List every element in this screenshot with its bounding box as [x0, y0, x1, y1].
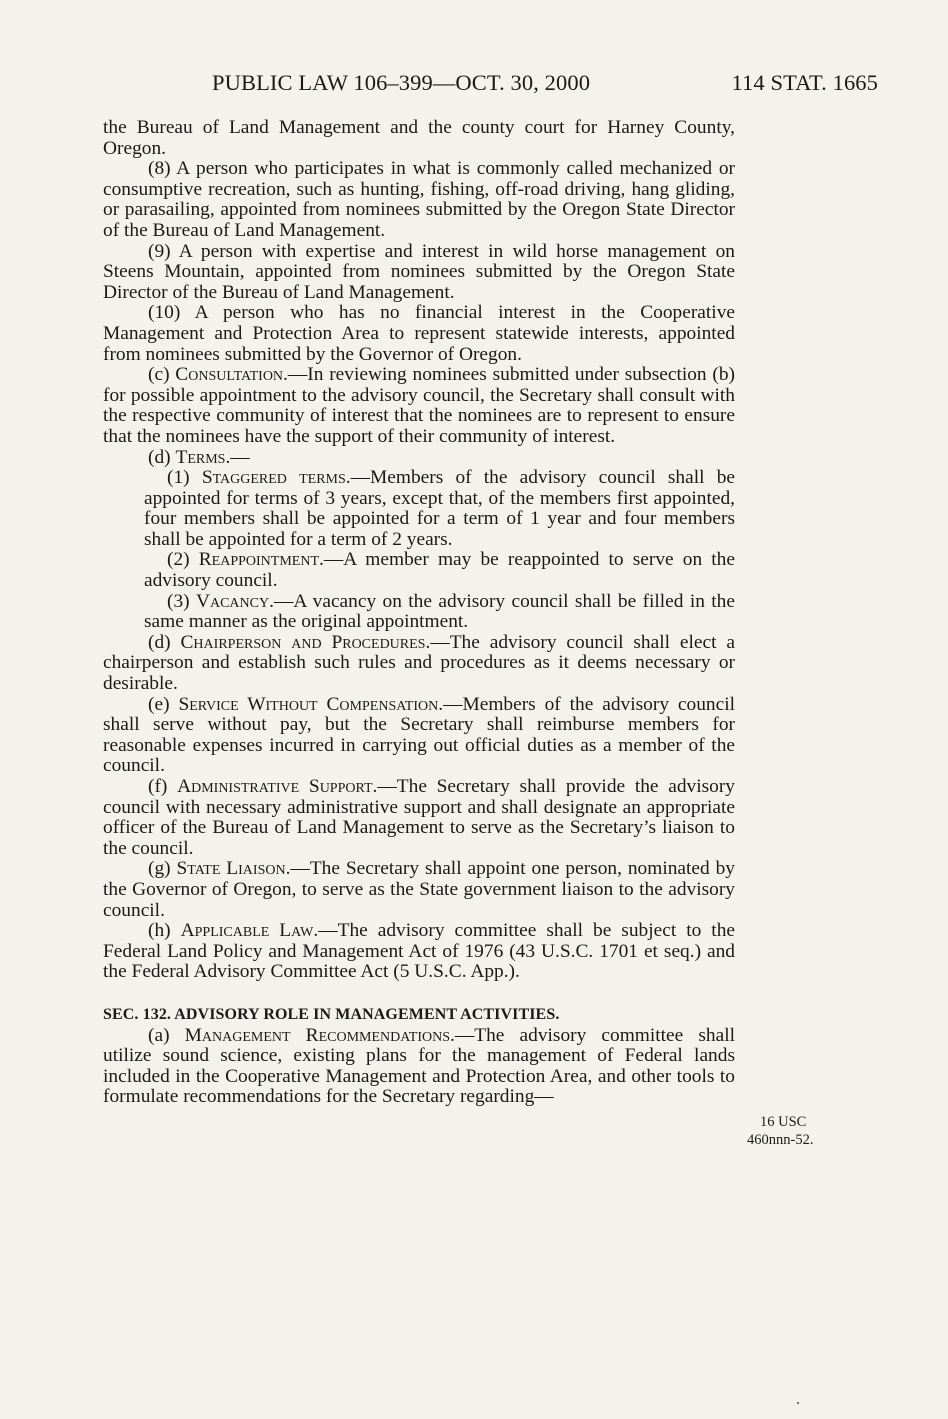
paragraph-d-chair-heading: Chairperson and Procedures — [180, 631, 426, 653]
paragraph-d2-text: .—A member may be reappointed to serve on the advisory council. — [144, 549, 735, 592]
paragraph-h-prefix: (h) — [148, 920, 181, 942]
paragraph-a-heading: Management Recommendations — [184, 1024, 451, 1046]
section-heading: SEC. 132. ADVISORY ROLE IN MANAGEMENT ACTIVITIES. — [103, 1005, 560, 1023]
paragraph-d-chairperson — [103, 633, 735, 695]
paragraph-g-text: .—The Secretary shall appoint one person, nominated by the Governor of Oregon, to serve as the State government liaison to the advisory council. — [103, 858, 735, 921]
paragraph-e-service — [103, 695, 735, 777]
paragraph-f-heading: Administrative Support — [177, 776, 373, 797]
paragraph-d3-prefix: (3) — [167, 590, 196, 612]
paragraph-d3-vacancy — [103, 592, 735, 633]
paragraph-item-10: (10) A person who has no financial interest in the Cooperative Management and Protection Area to represent statewide interests, appointed from nominees submitted by the Governor of Oregon. — [103, 302, 735, 365]
margin-note-line-2: 460nnn-52. — [747, 1132, 814, 1148]
paragraph-g-heading: State Liaison — [176, 858, 286, 880]
paragraph-d-terms — [103, 448, 735, 469]
paragraph-continuation: the Bureau of Land Management and the county court for Harney County, Oregon. — [103, 117, 735, 159]
paragraph-h-applicable-law — [103, 921, 735, 983]
paragraph-d-chair-text: .—The advisory council shall elect a chairperson and establish such rules and procedures as it deems necessary or desirable. — [103, 631, 735, 695]
paragraph-f-prefix: (f) — [148, 776, 178, 797]
paragraph-e-prefix: (e) — [148, 693, 179, 715]
margin-citation-note — [747, 1113, 814, 1149]
paragraph-g-prefix: (g) — [148, 858, 177, 880]
paragraph-d2-heading: Reappointment — [198, 549, 319, 571]
paragraph-item-8: (8) A person who participates in what is commonly called mechanized or consumptive recreation, such as hunting, fishing, off-road driving, hang gliding, or parasailing, appointed from nominees submitted by the Oregon State Director of the Bureau of Land Management. — [103, 158, 735, 241]
paragraph-d1-heading: Staggered terms — [201, 467, 346, 489]
running-header — [212, 70, 878, 100]
paragraph-c-heading: Consultation — [175, 364, 284, 386]
paragraph-d1-staggered-terms — [103, 468, 735, 550]
paragraph-f-text: .—The Secretary shall provide the advisory council with necessary administrative support and shall designate an appropriate officer of the Bureau of Land Management to serve as the Secretary’s liaison to the council. — [103, 776, 735, 859]
margin-note-line-1: 16 USC — [760, 1114, 807, 1130]
paragraph-a-text: .—The advisory committee shall utilize sound science, existing plans for the management of Federal lands included in the Cooperative Management and Protection Area, and other tools to formulate recommendations for the Secretary regarding— — [103, 1024, 735, 1108]
paragraph-h-heading: Applicable Law — [180, 920, 314, 942]
scan-speck — [797, 1402, 799, 1404]
paragraph-item-9: (9) A person with expertise and interest in wild horse management on Steens Mountain, appointed from nominees submitted by the Oregon State Director of the Bureau of Land Management. — [103, 240, 735, 303]
paragraph-d1-prefix: (1) — [167, 467, 202, 489]
paragraph-e-text: .—Members of the advisory council shall serve without pay, but the Secretary shall reimburse members for reasonable expenses incurred in carrying out official duties as a member of the council. — [103, 693, 736, 777]
paragraph-f-administrative-support — [103, 777, 735, 859]
paragraph-d1-text: .—Members of the advisory council shall be appointed for terms of 3 years, except that, of the members first appointed, four members shall be appointed for a term of 1 year and four members shall be appointed for a term of 2 years. — [144, 467, 735, 550]
document-body — [103, 118, 735, 1108]
paragraph-e-heading: Service Without Compensation — [178, 693, 439, 715]
paragraph-h-text: .—The advisory committee shall be subject to the Federal Land Policy and Management Act of 1976 (43 U.S.C. 1701 et seq.) and the Federal Advisory Committee Act (5 U.S.C. App.). — [103, 920, 736, 983]
paragraph-d2-reappointment — [103, 550, 735, 591]
paragraph-c-prefix: (c) — [148, 364, 176, 386]
header-stat-page: 114 STAT. 1665 — [731, 70, 878, 95]
paragraph-a-management-recommendations — [103, 1026, 735, 1108]
paragraph-d2-prefix: (2) — [167, 549, 199, 571]
paragraph-d3-text: .—A vacancy on the advisory council shall be filled in the same manner as the original appointment. — [144, 590, 735, 633]
header-public-law: PUBLIC LAW 106–399—OCT. 30, 2000 — [212, 70, 591, 95]
paragraph-d-prefix: (d) — [148, 446, 176, 468]
paragraph-d-heading: Terms — [175, 446, 226, 468]
paragraph-d-chair-prefix: (d) — [148, 631, 181, 653]
paragraph-c-consultation — [103, 365, 735, 447]
paragraph-d3-heading: Vacancy — [195, 590, 270, 612]
paragraph-a-prefix: (a) — [148, 1024, 185, 1046]
paragraph-d-text: .— — [225, 446, 250, 468]
paragraph-g-state-liaison — [103, 859, 735, 921]
paragraph-c-text: .—In reviewing nominees submitted under subsection (b) for possible appointment to the advisory council, the Secretary shall consult with the respective community of interest that the nominees are to represent to ensure that the nominees have the support of their community of interest. — [103, 364, 735, 447]
